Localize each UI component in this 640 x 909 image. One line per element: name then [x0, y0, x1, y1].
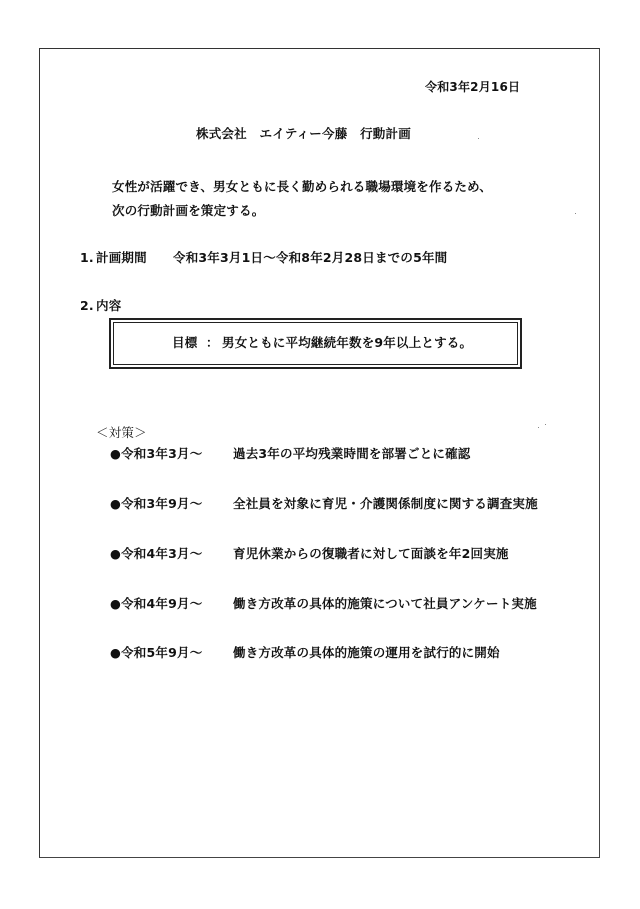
goal-label: 目標 [172, 335, 198, 350]
document-title: 株式会社 エイティー今藤 行動計画 [196, 126, 411, 141]
period-label: 計画期間 [96, 250, 147, 265]
intro-line-2: 次の行動計画を策定する。 [112, 203, 265, 218]
goal-colon: ： [206, 335, 219, 350]
measure-date: ●令和3年3月～ [110, 446, 203, 461]
content-section-number: 2. [80, 298, 94, 313]
measure-date: ●令和5年9月～ [110, 645, 203, 660]
goal-text: 男女ともに平均継続年数を9年以上とする。 [222, 335, 473, 350]
period-section-number: 1. [80, 250, 94, 265]
measure-description: 全社員を対象に育児・介護関係制度に関する調査実施 [233, 496, 538, 511]
scan-speck [538, 427, 539, 428]
period-value: 令和3年3月1日～令和8年2月28日までの5年間 [173, 250, 448, 265]
content-label: 内容 [96, 298, 122, 313]
measure-date: ●令和4年9月～ [110, 596, 203, 611]
measure-description: 働き方改革の具体的施策の運用を試行的に開始 [233, 645, 500, 660]
measure-description: 過去3年の平均残業時間を部署ごとに確認 [233, 446, 471, 461]
scan-speck [478, 138, 479, 139]
scan-speck [575, 213, 576, 214]
measure-date: ●令和4年3月～ [110, 546, 203, 561]
intro-line-1: 女性が活躍でき、男女ともに長く勤められる職場環境を作るため、 [112, 179, 493, 194]
measure-date: ●令和3年9月～ [110, 496, 203, 511]
measure-description: 育児休業からの復職者に対して面談を年2回実施 [233, 546, 509, 561]
measure-description: 働き方改革の具体的施策について社員アンケート実施 [233, 596, 537, 611]
measures-heading: ＜対策＞ [96, 425, 147, 440]
scan-speck [545, 424, 546, 425]
document-date: 令和3年2月16日 [425, 80, 521, 94]
